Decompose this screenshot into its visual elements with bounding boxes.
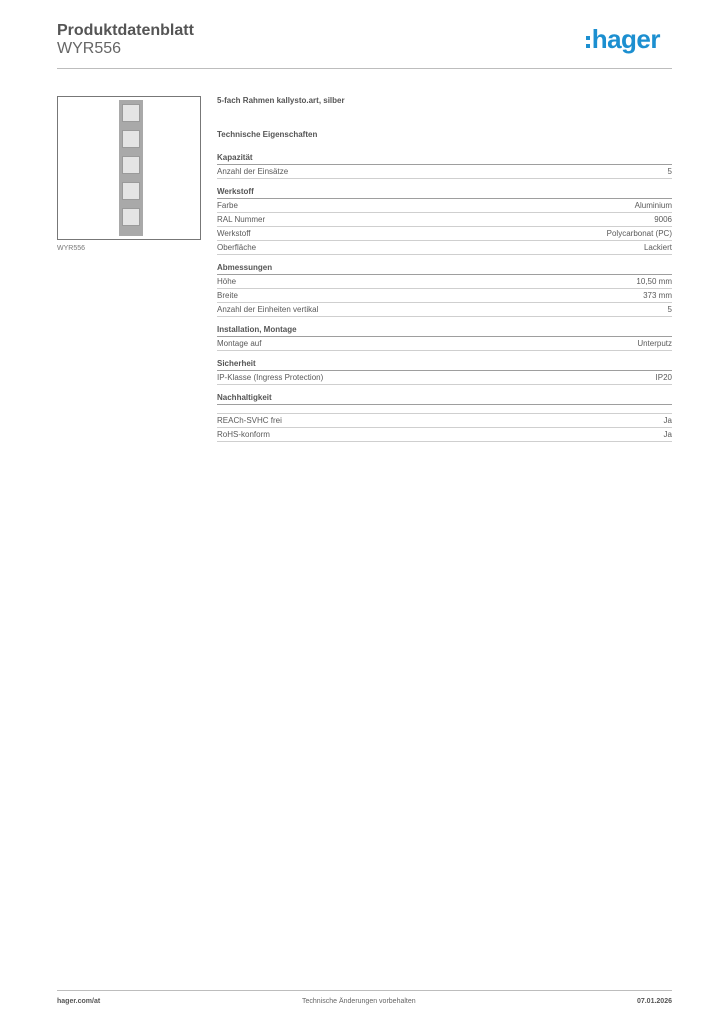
spec-row [217,371,672,385]
spec-value: 373 mm [643,291,672,300]
frame-cell [122,156,140,174]
spec-value: Unterputz [637,339,672,348]
logo-text: hager [591,24,660,54]
spec-value: 10,50 mm [636,277,672,286]
footer-divider [57,990,672,991]
spec-value: Polycarbonat (PC) [606,229,672,238]
frame-cell [122,130,140,148]
spec-label: RAL Nummer [217,215,266,224]
frame-cell [122,208,140,226]
spec-row [217,199,672,213]
section-abmessungen [217,263,672,317]
spec-value: 9006 [654,215,672,224]
tech-heading: Technische Eigenschaften [217,130,318,139]
spec-value: 5 [667,305,672,314]
section-title: Kapazität [217,153,672,165]
footer-website: hager.com/at [57,998,101,1005]
spec-label: Oberfläche [217,243,257,252]
spec-row [217,414,672,428]
spec-label: Montage auf [217,339,262,348]
section-title: Nachhaltigkeit [217,393,672,405]
spec-row [217,241,672,255]
spec-row [217,275,672,289]
spec-value: IP20 [655,373,672,382]
spec-label: Höhe [217,277,237,286]
frame-cell [122,104,140,122]
spec-value: Aluminium [634,201,672,210]
specifications [217,96,672,450]
section-title: Sicherheit [217,359,672,371]
spec-label: Breite [217,291,238,300]
spec-label: Anzahl der Einsätze [217,167,289,176]
section-nachhaltigkeit [217,393,672,442]
header-divider [57,68,672,69]
section-title: Installation, Montage [217,325,672,337]
spec-label: REACh-SVHC frei [217,416,282,425]
spec-row [217,303,672,317]
section-title: Werkstoff [217,187,672,199]
footer-note: Technische Änderungen vorbehalten [302,998,416,1005]
spec-label: RoHS-konform [217,430,270,439]
hager-logo [586,26,660,52]
product-image [57,96,201,240]
section-werkstoff [217,187,672,255]
page-header [57,20,672,70]
section-title: Abmessungen [217,263,672,275]
spec-row [217,227,672,241]
spec-row [217,165,672,179]
document-title: Produktdatenblatt [57,22,194,39]
spec-row [217,428,672,442]
spec-label: IP-Klasse (Ingress Protection) [217,373,324,382]
frame-cell [122,182,140,200]
spacer-row [217,405,672,414]
spec-value: Lackiert [643,243,672,252]
spec-value: Ja [663,416,672,425]
spec-label: Werkstoff [217,229,251,238]
spec-row [217,213,672,227]
spec-label: Anzahl der Einheiten vertikal [217,305,319,314]
spec-value: Ja [663,430,672,439]
footer-date: 07.01.2026 [636,998,672,1005]
section-sicherheit [217,359,672,385]
frame-illustration [119,100,143,236]
image-caption: WYR556 [57,245,86,252]
spec-label: Farbe [217,201,238,210]
section-installation [217,325,672,351]
article-number: WYR556 [57,40,122,57]
spec-row [217,289,672,303]
spec-value: 5 [667,167,672,176]
logo-dots-icon [586,36,590,48]
product-name: 5-fach Rahmen kallysto.art, silber [217,96,345,105]
section-kapazitaet [217,153,672,179]
spec-row [217,337,672,351]
